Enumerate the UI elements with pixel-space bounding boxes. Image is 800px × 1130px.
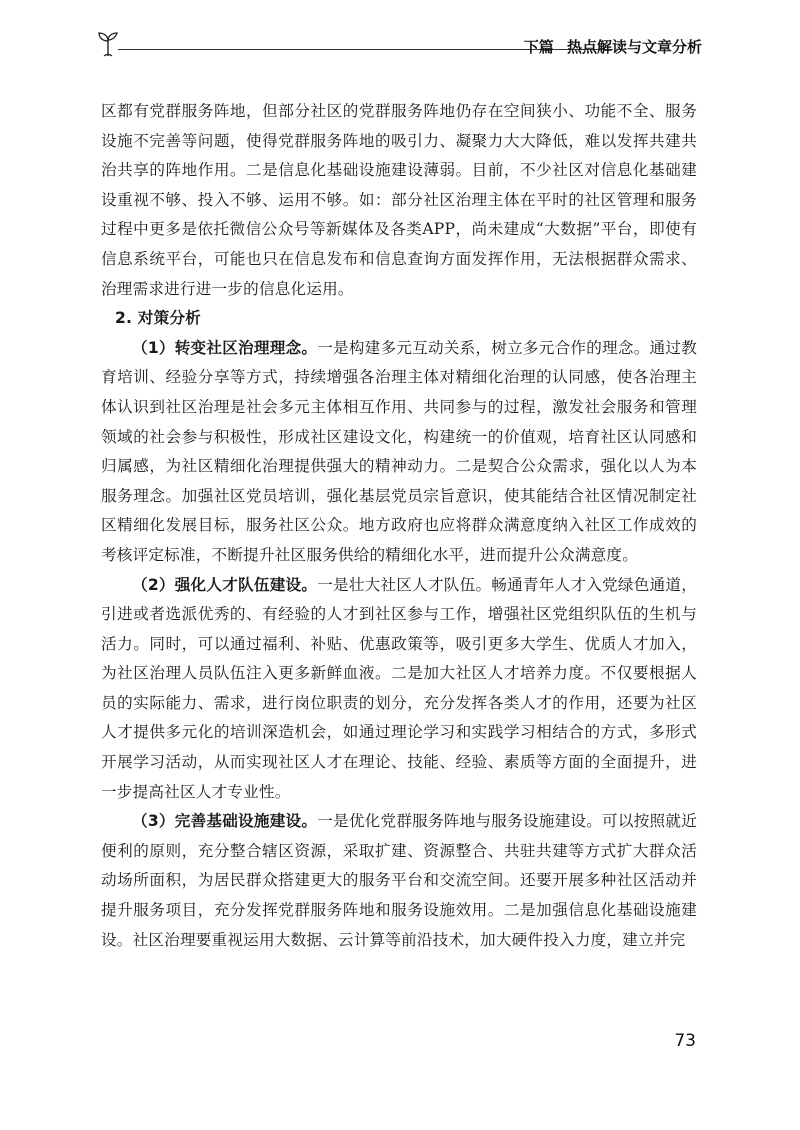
item-lead: （1）转变社区治理理念。 <box>132 338 318 357</box>
header-part: 下篇 <box>523 38 554 56</box>
item-text: 一是构建多元互动关系，树立多元合作的理念。通过教育培训、经验分享等方式，持续增强各治理主体对精细化治理的认同感，使各治理主体认识到社区治理是社会多元主体相互作用、共同参与的过程，激发社会服务和管理领域的社会参与积极性，形成社区建设文化，构建统一的价值观，培育社区认同感和归属感，为社区精细化治理提供强大的精神动力。二是契合公众需求，强化以人为本服务理念。加强社区党员培训，强化基层党员宗旨意识，使其能结合社区情况制定社区精细化发展目标，服务社区公众。地方政府也应将群众满意度纳入社区工作成效的考核评定标准，不断提升社区服务供给的精细化水平，进而提升公众满意度。 <box>101 338 697 564</box>
page-body <box>101 97 697 955</box>
body-paragraph: 区都有党群服务阵地，但部分社区的党群服务阵地仍存在空间狭小、功能不全、服务设施不完善等问题，使得党群服务阵地的吸引力、凝聚力大大降低，难以发挥共建共治共享的阵地作用。二是信息化基础设施建设薄弱。目前，不少社区对信息化基础建设重视不够、投入不够、运用不够。如：部分社区治理主体在平时的社区管理和服务过程中更多是依托微信公众号等新媒体及各类APP，尚未建成“大数据”平台，即使有信息系统平台，可能也只在信息发布和信息查询方面发挥作用，无法根据群众需求、治理需求进行进一步的信息化运用。 <box>101 102 697 298</box>
item-text: 一是优化党群服务阵地与服务设施建设。可以按照就近便利的原则，充分整合辖区资源，采取扩建、资源整合、共驻共建等方式扩大群众活动场所面积，为居民群众搭建更大的服务平台和交流空间。还要开展多种社区活动并提升服务项目，充分发挥党群服务阵地和服务设施效用。二是加强信息化基础设施建设。社区治理要重视运用大数据、云计算等前沿技术，加大硬件投入力度，建立并完 <box>101 812 697 949</box>
section-heading: 2. 对策分析 <box>115 309 201 328</box>
section-item <box>101 571 697 808</box>
sprout-icon <box>96 28 120 58</box>
section-item <box>101 807 697 955</box>
section-item <box>101 334 697 571</box>
header-section-title: 热点解读与文章分析 <box>566 38 702 56</box>
item-lead: （3）完善基础设施建设。 <box>132 812 318 831</box>
page-number: 73 <box>674 1031 696 1051</box>
header-title <box>524 36 702 57</box>
running-header <box>96 28 702 64</box>
item-lead: （2）强化人才队伍建设。 <box>132 575 318 594</box>
item-text: 一是壮大社区人才队伍。畅通青年人才入党绿色通道，引进或者选派优秀的、有经验的人才到社区参与工作，增强社区党组织队伍的生机与活力。同时，可以通过福利、补贴、优惠政策等，吸引更多大学生、优质人才加入，为社区治理人员队伍注入更多新鲜血液。二是加大社区人才培养力度。不仅要根据人员的实际能力、需求，进行岗位职责的划分，充分发挥各类人才的作用，还要为社区人才提供多元化的培训深造机会，如通过理论学习和实践学习相结合的方式，多形式开展学习活动，从而实现社区人才在理论、技能、经验、素质等方面的全面提升，进一步提高社区人才专业性。 <box>101 575 697 801</box>
